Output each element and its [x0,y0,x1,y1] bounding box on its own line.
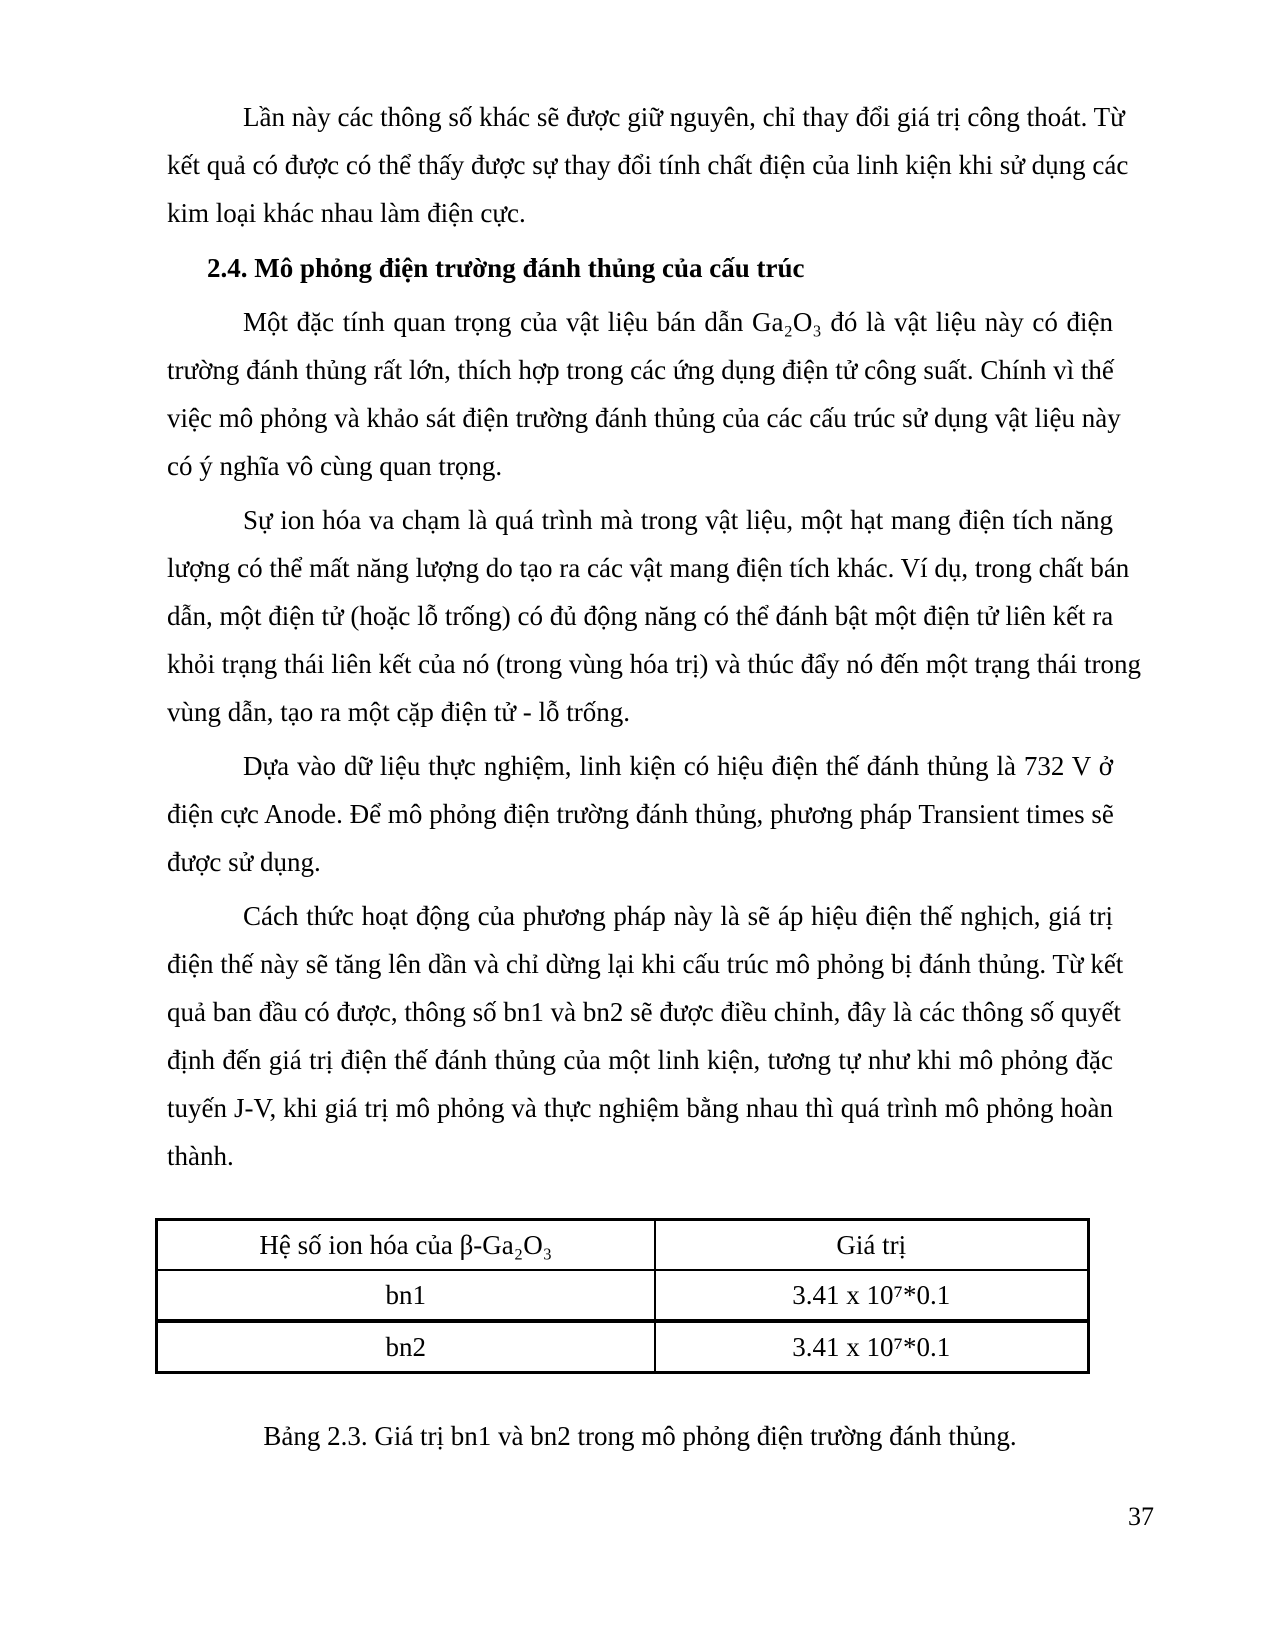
text-line: thành. [167,1141,234,1171]
table-header-coefficient: Hệ số ion hóa của β-Ga₂O₃ [157,1220,655,1271]
ionization-coefficients-table [155,1218,1090,1374]
text-line: tuyến J-V, khi giá trị mô phỏng và thực nghiệm bằng nhau thì quá trình mô phỏng hoàn [167,1093,1113,1123]
text-line: khỏi trạng thái liên kết của nó (trong vùng hóa trị) và thúc đẩy nó đến một trạng thái trong [167,649,1142,679]
text-line: kết quả có được có thể thấy được sự thay đổi tính chất điện của linh kiện khi sử dụng các [167,150,1129,180]
text-line: có ý nghĩa vô cùng quan trọng. [167,451,503,481]
text-line: quả ban đầu có được, thông số bn1 và bn2 sẽ được điều chỉnh, đây là các thông số quyết [167,997,1121,1027]
text-line: việc mô phỏng và khảo sát điện trường đánh thủng của các cấu trúc sử dụng vật liệu này [167,403,1121,433]
page-number: 37 [1128,1502,1154,1531]
table-header-value: Giá trị [655,1220,1089,1271]
text-line: được sử dụng. [167,847,321,877]
text-line: Lần này các thông số khác sẽ được giữ nguyên, chỉ thay đổi giá trị công thoát. Từ [243,102,1125,132]
text-line: vùng dẫn, tạo ra một cặp điện tử - lỗ trống. [167,697,631,727]
text-line: kim loại khác nhau làm điện cực. [167,198,526,228]
paragraph-material-property [167,298,1121,490]
table-row-bn2 [157,1321,1089,1373]
section-heading-2-4: 2.4. Mô phỏng điện trường đánh thủng của cấu trúc [207,253,805,283]
table-row-bn1 [157,1270,1089,1321]
text-line: dẫn, một điện tử (hoặc lỗ trống) có đủ động năng có thể đánh bật một điện tử liên kết ra [167,601,1114,631]
paragraph-method-operation [167,892,1124,1180]
text-line: trường đánh thủng rất lớn, thích hợp trong các ứng dụng điện tử công suất. Chính vì thế [167,355,1114,385]
cell-bn1-name: bn1 [157,1270,655,1321]
paragraph-experimental-data [167,742,1113,886]
body-text [167,93,1142,1460]
cell-bn2-value: 3.41 x 10⁷*0.1 [655,1321,1089,1373]
text-line: điện thế này sẽ tăng lên dần và chỉ dừng lại khi cấu trúc mô phỏng bị đánh thủng. Từ kết [167,949,1124,979]
cell-bn1-value: 3.41 x 10⁷*0.1 [655,1270,1089,1321]
paragraph-work-function [167,93,1129,237]
paragraph-impact-ionization [167,496,1142,736]
table-caption: Bảng 2.3. Giá trị bn1 và bn2 trong mô phỏng điện trường đánh thủng. [263,1421,1017,1451]
text-line: lượng có thể mất năng lượng do tạo ra các vật mang điện tích khác. Ví dụ, trong chất bán [167,553,1130,583]
text-line: Sự ion hóa va chạm là quá trình mà trong vật liệu, một hạt mang điện tích năng [243,505,1113,535]
table-header-row [157,1220,1089,1271]
text-line: Cách thức hoạt động của phương pháp này là sẽ áp hiệu điện thế nghịch, giá trị [243,901,1113,931]
text-line: Dựa vào dữ liệu thực nghiệm, linh kiện có hiệu điện thế đánh thủng là 732 V ở [243,751,1113,781]
cell-bn2-name: bn2 [157,1321,655,1373]
text-line: định đến giá trị điện thế đánh thủng của một linh kiện, tương tự như khi mô phỏng đặc [167,1045,1113,1075]
text-line: Một đặc tính quan trọng của vật liệu bán dẫn Ga₂O₃ đó là vật liệu này có điện [243,307,1113,337]
text-line: điện cực Anode. Để mô phỏng điện trường đánh thủng, phương pháp Transient times sẽ [167,799,1114,829]
